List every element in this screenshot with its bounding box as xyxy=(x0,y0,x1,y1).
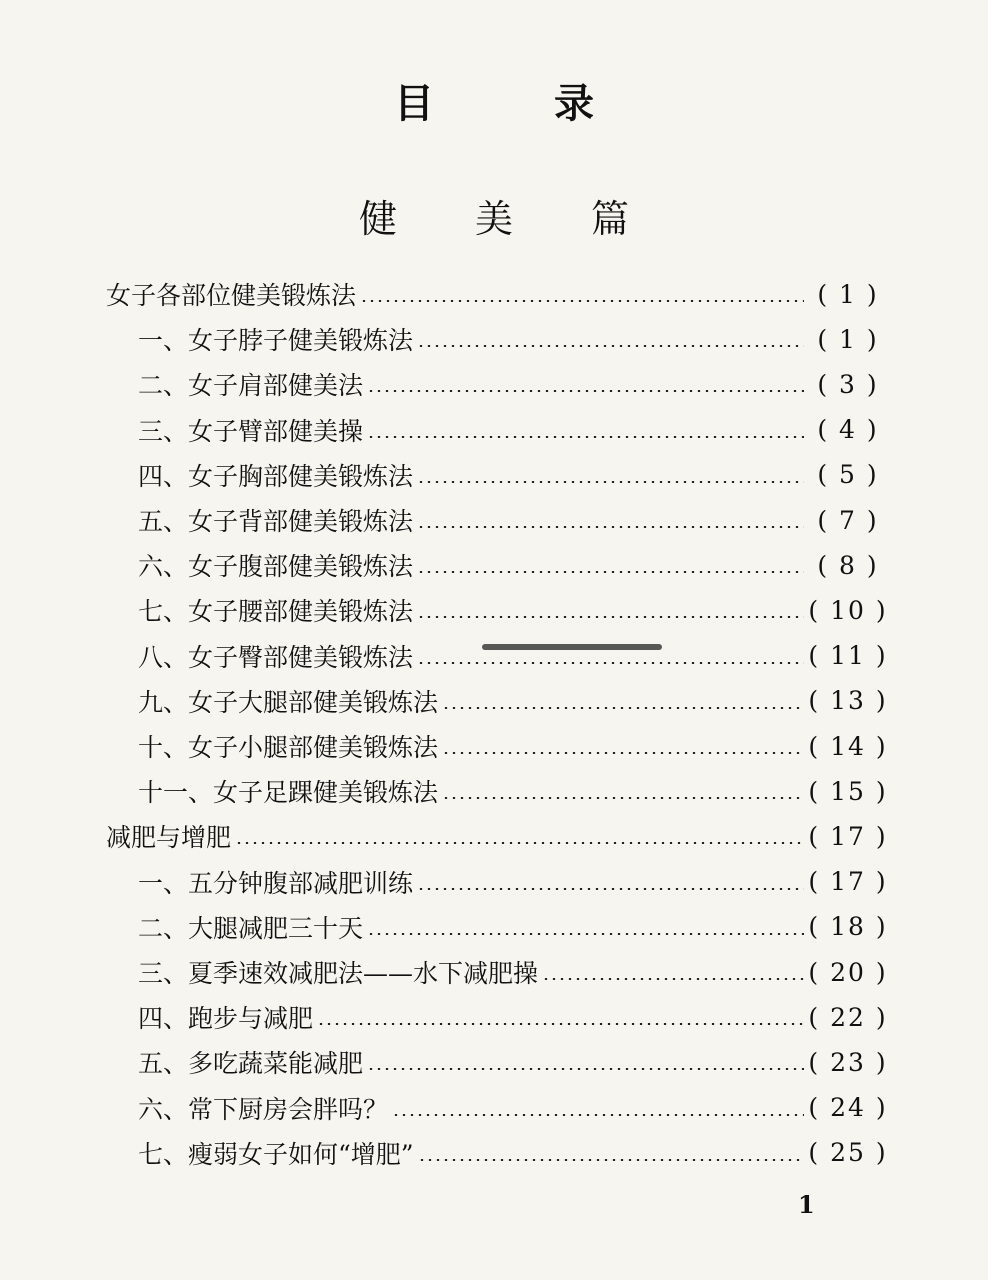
toc-entry-page: ( 4 ) xyxy=(817,415,879,445)
toc-entry-page: ( 15 ) xyxy=(808,776,888,806)
toc-entry-page: ( 25 ) xyxy=(808,1138,888,1168)
toc-entry-page: ( 11 ) xyxy=(808,641,888,671)
toc-entry-label: 一、女子脖子健美锻炼法 xyxy=(138,326,414,356)
toc-entry xyxy=(138,724,888,768)
toc-entry-label: 七、瘦弱女子如何“增肥” xyxy=(138,1139,414,1169)
toc-leader-dots xyxy=(542,978,804,980)
toc-entry xyxy=(138,1086,888,1130)
toc-entry-label: 五、多吃蔬菜能减肥 xyxy=(138,1049,364,1079)
toc-entry-label: 八、女子臀部健美锻炼法 xyxy=(138,642,414,672)
toc-entry xyxy=(138,634,888,678)
toc-leader-dots xyxy=(442,752,804,754)
toc-leader-dots xyxy=(417,345,804,347)
toc-entry-page: ( 3 ) xyxy=(817,369,879,399)
toc-entry-label: 九、女子大腿部健美锻炼法 xyxy=(138,687,439,717)
toc-entry xyxy=(138,769,888,813)
toc-entry-label: 二、女子肩部健美法 xyxy=(138,371,364,401)
toc-leader-dots xyxy=(417,571,804,573)
ink-smudge xyxy=(482,644,662,650)
toc-entry-label: 减肥与增肥 xyxy=(106,823,232,853)
toc-leader-dots xyxy=(392,1114,804,1116)
toc-entry xyxy=(138,362,888,406)
toc-entry-page: ( 17 ) xyxy=(808,821,888,851)
toc-leader-dots xyxy=(235,842,804,844)
toc-entry-label: 六、女子腹部健美锻炼法 xyxy=(138,552,414,582)
toc-leader-dots xyxy=(367,436,804,438)
page-title: 目录 xyxy=(394,80,714,127)
toc-entry-label: 四、女子胸部健美锻炼法 xyxy=(138,461,414,491)
toc-entry-page: ( 8 ) xyxy=(817,550,879,580)
toc-entry xyxy=(138,860,888,904)
toc-entry xyxy=(138,408,888,452)
toc-entry-page: ( 14 ) xyxy=(808,731,888,761)
toc-entry xyxy=(138,679,888,723)
toc-leader-dots xyxy=(417,662,804,664)
toc-leader-dots xyxy=(367,933,804,935)
toc-entry xyxy=(138,1040,888,1084)
toc-entry xyxy=(138,317,888,361)
toc-leader-dots xyxy=(360,300,804,302)
toc-entry-label: 六、常下厨房会胖吗？ xyxy=(138,1094,389,1124)
toc-entry-label: 三、夏季速效减肥法——水下减肥操 xyxy=(138,959,539,988)
toc-entry xyxy=(138,498,888,542)
toc-leader-dots xyxy=(317,1023,804,1025)
toc-leader-dots xyxy=(367,390,804,392)
toc-entry-label: 二、大腿减肥三十天 xyxy=(138,913,364,943)
toc-entry-page: ( 23 ) xyxy=(808,1047,888,1077)
toc-entry xyxy=(138,1131,888,1175)
toc-entry-page: ( 24 ) xyxy=(808,1093,888,1123)
toc-entry-page: ( 1 ) xyxy=(817,324,879,354)
toc-entry-page: ( 10 ) xyxy=(808,595,888,625)
toc-entry-page: ( 22 ) xyxy=(808,1002,888,1032)
toc-leader-dots xyxy=(418,1159,804,1161)
toc-entry-page: ( 13 ) xyxy=(808,686,888,716)
toc-entry-label: 一、五分钟腹部减肥训练 xyxy=(138,868,414,898)
toc-leader-dots xyxy=(417,888,804,890)
toc-entry-label: 五、女子背部健美锻炼法 xyxy=(138,507,414,536)
toc-entry xyxy=(138,995,888,1039)
page-number: 1 xyxy=(798,1190,815,1219)
toc-entry-label: 三、女子臂部健美操 xyxy=(138,416,364,446)
toc-entry xyxy=(138,453,888,497)
toc-entry-page: ( 5 ) xyxy=(817,460,879,490)
toc-leader-dots xyxy=(417,481,804,483)
toc-entry xyxy=(138,543,888,587)
toc-leader-dots xyxy=(442,707,804,709)
toc-entry xyxy=(106,272,888,316)
toc-entry xyxy=(106,814,888,858)
toc-entry-label: 女子各部位健美锻炼法 xyxy=(106,281,357,310)
section-title: 健美篇 xyxy=(358,197,707,241)
toc-entry-label: 十一、女子足踝健美锻炼法 xyxy=(138,778,439,808)
toc-leader-dots xyxy=(442,797,804,799)
toc-entry-page: ( 17 ) xyxy=(808,867,888,897)
toc-entry-page: ( 1 ) xyxy=(817,279,879,309)
toc-entry-label: 七、女子腰部健美锻炼法 xyxy=(138,597,414,627)
toc-entry xyxy=(138,588,888,632)
toc-leader-dots xyxy=(417,616,804,618)
toc-entry-page: ( 20 ) xyxy=(808,957,888,987)
toc-entry xyxy=(138,905,888,949)
toc-entry-label: 四、跑步与减肥 xyxy=(138,1004,314,1034)
toc-entry-label: 十、女子小腿部健美锻炼法 xyxy=(138,733,439,762)
toc-leader-dots xyxy=(367,1068,804,1070)
toc-entry xyxy=(138,950,888,994)
toc-entry-page: ( 7 ) xyxy=(817,505,879,535)
toc-leader-dots xyxy=(417,526,804,528)
toc-entry-page: ( 18 ) xyxy=(808,912,888,942)
